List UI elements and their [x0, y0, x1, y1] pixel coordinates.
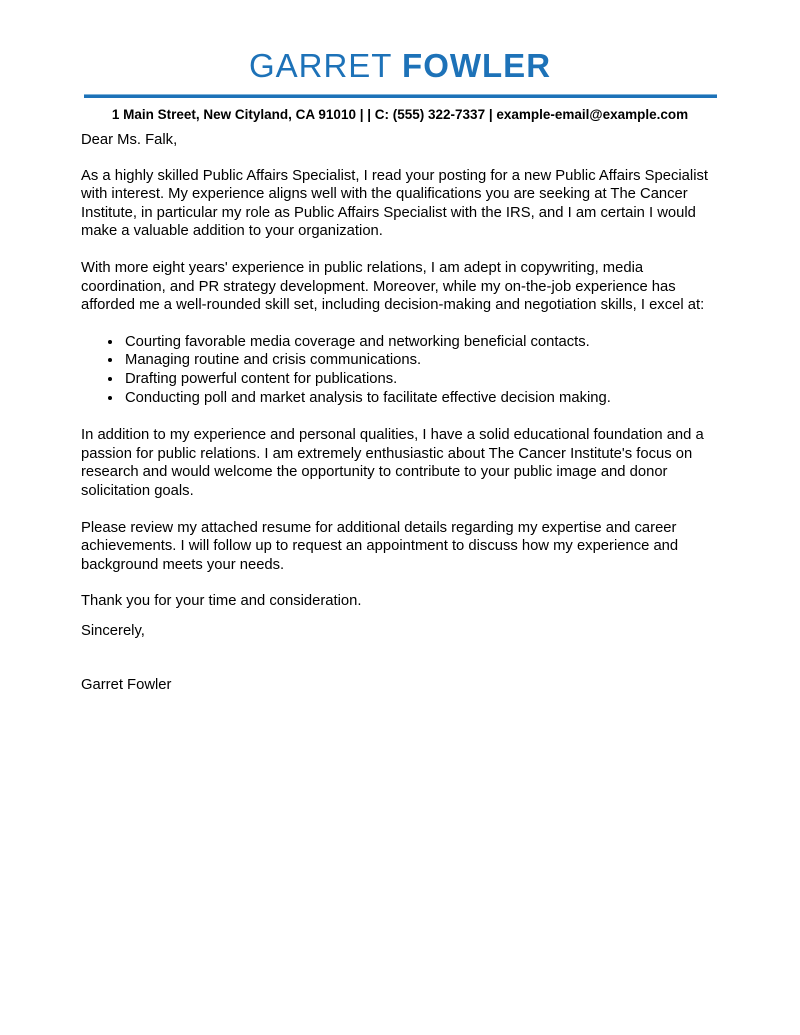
salutation: Dear Ms. Falk,: [81, 132, 178, 148]
page-title: [0, 48, 800, 84]
paragraph-resume: Please review my attached resume for additional details regarding my expertise and career achievements. I will follow up to request an appointment to discuss how my experience and background meets your needs.: [81, 519, 679, 573]
last-name: FOWLER: [402, 47, 552, 84]
letter-header: [0, 0, 800, 122]
header-divider: [84, 94, 717, 98]
skills-bullet-list: [81, 333, 722, 407]
list-item: • Conducting poll and market analysis to facilitate effective decision making.: [123, 389, 722, 408]
thanks-line: Thank you for your time and consideration.: [81, 593, 362, 610]
paragraph-intro: As a highly skilled Public Affairs Specialist, I read your posting for a new Public Affairs Specialist with interest. My experience aligns well with the qualifications you are seeking at The Cancer Institute, in particular my role as Public Affairs Specialist with the IRS, and I am certain I would make a valuable addition to your organization.: [81, 167, 708, 240]
list-item: • Managing routine and crisis communications.: [123, 351, 722, 370]
paragraph-experience: With more eight years' experience in public relations, I am adept in copywriting, media coordination, and PR strategy development. Moreover, while my on-the-job experience has afforded me a well-rounded skill set, including decision-making and negotiation skills, I excel at:: [81, 259, 705, 314]
contact-line: 1 Main Street, New Cityland, CA 91010 | | C: (555) 322-7337 | example-email@example.com: [111, 107, 689, 123]
list-item: • Courting favorable media coverage and networking beneficial contacts.: [123, 333, 722, 352]
paragraph-qualities: In addition to my experience and personal qualities, I have a solid educational foundation and a passion for public relations. I am extremely enthusiastic about The Cancer Institute's focus on research and would welcome the opportunity to contribute to your public image and donor solicitation goals.: [81, 427, 704, 499]
signature: Garret Fowler: [81, 677, 172, 694]
list-item: • Drafting powerful content for publications.: [123, 370, 722, 389]
valediction: Sincerely,: [81, 622, 145, 639]
letter-body: [81, 131, 722, 695]
first-name: GARRET: [248, 47, 392, 84]
